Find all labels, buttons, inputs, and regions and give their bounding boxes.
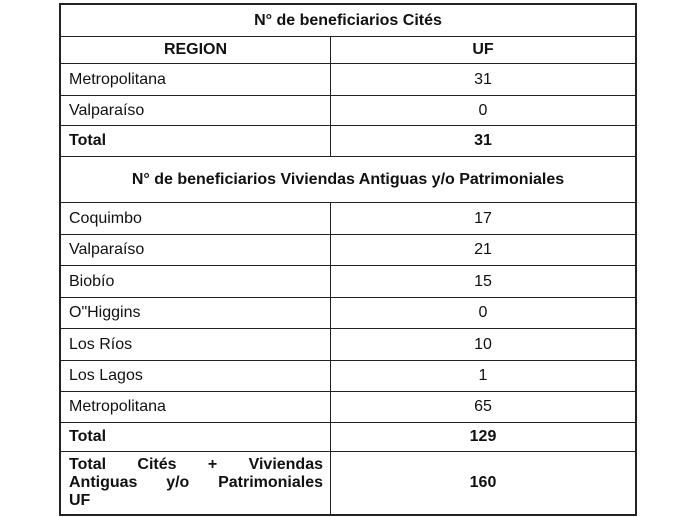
value-cell: 31 <box>474 70 492 88</box>
table-row <box>61 64 635 96</box>
value-cell: 21 <box>474 241 492 258</box>
beneficiaries-table <box>59 3 637 516</box>
table-row <box>61 203 635 235</box>
grand-total-label-line: Antiguas y/o Patrimoniales <box>69 474 323 491</box>
region-cell: Biobío <box>61 266 331 297</box>
table-row <box>61 96 635 126</box>
grand-total-label-line: UF <box>69 492 91 509</box>
table-row <box>61 266 635 298</box>
region-cell: Valparaíso <box>61 96 331 125</box>
total-label: Total <box>61 126 331 156</box>
section2-title-row <box>61 157 635 203</box>
value-cell: 15 <box>474 272 492 290</box>
value-cell: 17 <box>474 209 492 227</box>
value-cell: 0 <box>478 304 488 321</box>
uf-column-header: UF <box>472 41 494 58</box>
region-cell: Metropolitana <box>61 392 331 422</box>
value-cell: 10 <box>474 335 492 353</box>
grand-total-row <box>61 452 635 514</box>
table-row <box>61 329 635 361</box>
total-label: Total <box>61 423 331 451</box>
grand-total-label <box>61 452 331 514</box>
section2-total-row <box>61 423 635 452</box>
table-row <box>61 392 635 423</box>
region-cell: O"Higgins <box>61 298 331 328</box>
region-cell: Los Ríos <box>61 329 331 360</box>
region-cell: Coquimbo <box>61 203 331 234</box>
section2-title: N° de beneficiarios Viviendas Antiguas y/o Patrimoniales <box>131 170 565 188</box>
total-value: 129 <box>469 428 497 445</box>
region-cell: Los Lagos <box>61 361 331 391</box>
grand-total-label-line: Total Cités + Viviendas <box>69 456 323 473</box>
table-header-row <box>61 37 635 64</box>
section1-total-row <box>61 126 635 157</box>
table-row <box>61 361 635 392</box>
section1-title-row <box>61 5 635 37</box>
value-cell: 65 <box>474 398 492 415</box>
table-row <box>61 235 635 266</box>
section1-title: N° de beneficiarios Cités <box>254 11 442 29</box>
grand-total-value: 160 <box>469 474 497 491</box>
table-row <box>61 298 635 329</box>
value-cell: 0 <box>478 101 488 119</box>
total-value: 31 <box>474 132 492 149</box>
value-cell: 1 <box>478 367 488 384</box>
region-cell: Valparaíso <box>61 235 331 265</box>
region-column-header: REGION <box>61 37 331 63</box>
region-cell: Metropolitana <box>61 64 331 95</box>
